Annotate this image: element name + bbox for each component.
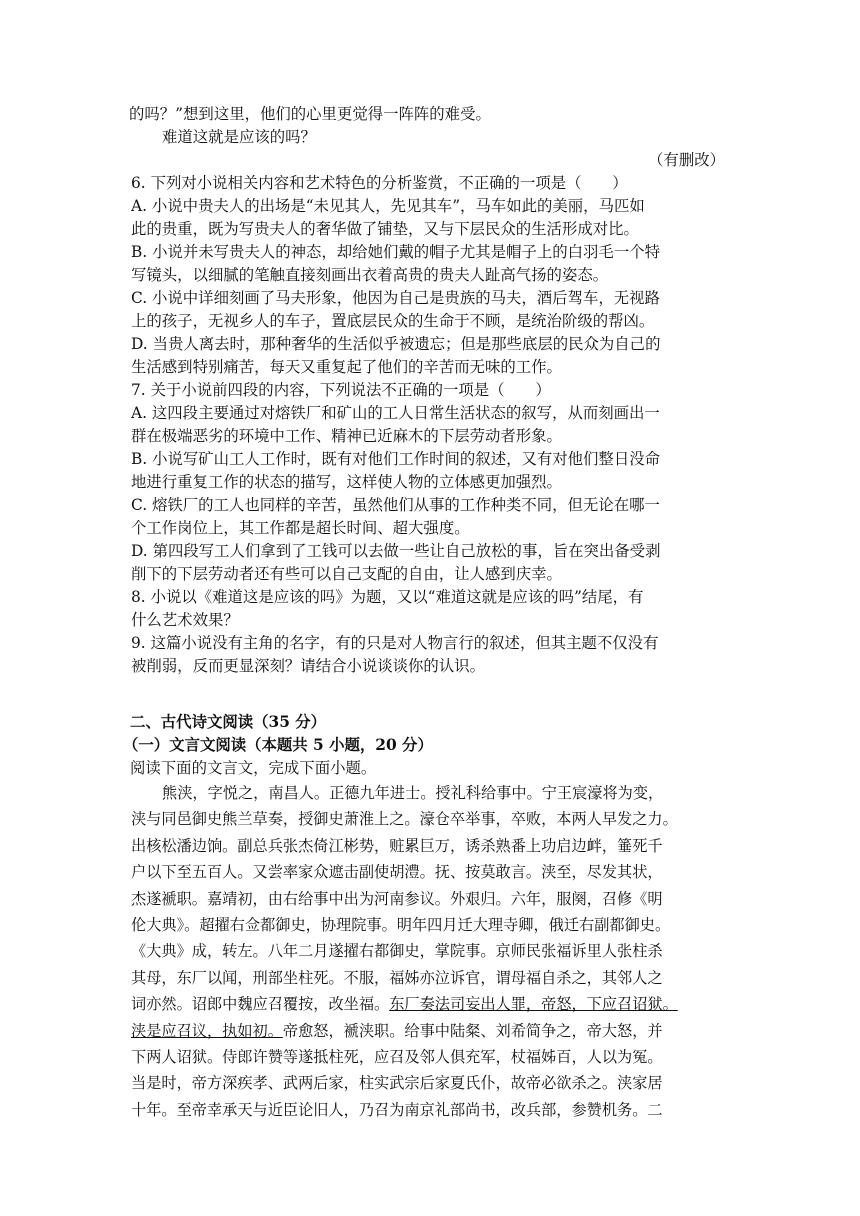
passage-line: 词亦然。诏郎中魏应召覆按，改坐福。东厂奏法司妄出人罪，帝怒，下应召诏狱。 — [131, 995, 678, 1014]
answer-option: D. 当贵人离去时，那种奢华的生活似乎被遗忘；但是那些底层的民众为自己的 — [131, 335, 661, 353]
answer-option: 生活感到特别痛苦，每天又重复起了他们的辛苦而无味的工作。 — [131, 358, 562, 376]
passage-line: 熊浃，字悦之，南昌人。正德九年进士。授礼科给事中。宁王宸濠将为变， — [162, 784, 664, 802]
story-ending — [131, 103, 729, 678]
source-note: （有删改） — [648, 151, 725, 169]
question-stem: 被削弱，反而更显深刻？请结合小说谈谈你的认识。 — [131, 657, 485, 675]
question-stem: 8. 小说以《难道这是应该的吗》为题，又以“难道这就是应该的吗”结尾，有 — [131, 588, 644, 606]
passage-line: 下两人诏狱。侍郎许赞等遂抵柱死，应召及邻人俱充军，杖福姊百，人以为冤。 — [131, 1047, 663, 1066]
answer-option: 此的贵重，既为写贵夫人的奢华做了铺垫，又与下层民众的生活形成对比。 — [131, 220, 639, 238]
question-stem: 9. 这篇小说没有主角的名字，有的只是对人物言行的叙述，但其主题不仅没有 — [131, 634, 659, 652]
answer-option: A. 小说中贵夫人的出场是“未见其人，先见其车”，马车如此的美丽，马匹如 — [131, 197, 645, 215]
passage-line: 伦大典》。超擢右佥都御史，协理院事。明年四月迁大理寺卿，俄迁右副都御史。 — [131, 915, 671, 934]
answer-option: D. 第四段写工人们拿到了工钱可以去做一些让自己放松的事，旨在突出备受剥 — [131, 542, 661, 560]
subsection-heading: （一）文言文阅读（本题共 5 小题，20 分） — [123, 736, 433, 754]
answer-option: B. 小说并未写贵夫人的神态，却给她们戴的帽子尤其是帽子上的白羽毛一个特 — [131, 243, 660, 261]
answer-option: 个工作岗位上，其工作都是超长时间、超大强度。 — [131, 519, 470, 537]
question-8 — [131, 586, 729, 632]
passage-line: 当是时，帝方深疾孝、武两后家，柱实武宗后家夏氏仆，故帝必欲杀之。浃家居 — [131, 1074, 663, 1093]
answer-option: 写镜头，以细腻的笔触直接刻画出衣着高贵的贵夫人趾高气扬的姿态。 — [131, 266, 609, 284]
question-stem: 7. 关于小说前四段的内容，下列说法不正确的一项是（ ） — [131, 381, 551, 399]
question-list — [131, 172, 729, 678]
question-9 — [131, 632, 729, 678]
question-7 — [131, 379, 729, 586]
underlined-sentence: 东厂奏法司妄出人罪，帝怒，下应召诏狱。 — [389, 995, 678, 1014]
passage-line: 出核松潘边饷。副总兵张杰倚江彬势，赃累巨万，诱杀熟番上功启边衅，箠死千 — [131, 836, 663, 855]
passage-line: 杰遂褫职。嘉靖初，由右给事中出为河南参议。外艰归。六年，服阕，召修《明 — [131, 889, 663, 908]
section-heading: 二、古代诗文阅读（35 分） — [130, 713, 327, 731]
passage-line: 十年。至帝幸承天与近臣论旧人，乃召为南京礼部尚书，改兵部，参赞机务。二 — [131, 1100, 663, 1119]
answer-option: C. 熔铁厂的工人也同样的辛苦，虽然他们从事的工作种类不同，但无论在哪一 — [131, 496, 660, 514]
question-stem: 什么艺术效果？ — [131, 611, 239, 629]
answer-option: B. 小说写矿山工人工作时，既有对他们工作时间的叙述，又有对他们整日没命 — [131, 450, 660, 468]
passage-line: 其母，东厂以闻，刑部坐柱死。不服，福姊亦泣诉官，谓母福自杀之，其邻人之 — [131, 968, 663, 987]
answer-option: C. 小说中详细刻画了马夫形象，他因为自己是贵族的马夫，酒后驾车，无视路 — [131, 289, 660, 307]
story-line: 难道这就是应该的吗？ — [162, 128, 316, 146]
classical-passage — [131, 780, 729, 1123]
answer-option: 群在极端恶劣的环境中工作、精神已近麻木的下层劳动者形象。 — [131, 427, 562, 445]
answer-option: 削下的下层劳动者还有些可以自己支配的自由，让人感到庆幸。 — [131, 565, 562, 583]
passage-line: 浃是应召议，执如初。帝愈怒，褫浃职。给事中陆粲、刘希简争之，帝大怒，并 — [131, 1021, 663, 1040]
passage-line: 《大典》成，转左。八年二月遂擢右都御史，掌院事。京师民张福诉里人张柱杀 — [131, 942, 663, 961]
answer-option: 上的孩子，无视乡人的车子，置底层民众的生命于不顾，是统治阶级的帮凶。 — [131, 312, 655, 330]
story-line: 的吗？”想到这里，他们的心里更觉得一阵阵的难受。 — [129, 105, 491, 123]
underlined-sentence: 浃是应召议，执如初。 — [131, 1021, 283, 1040]
answer-option: 地进行重复工作的状态的描写，这样使人物的立体感更加强烈。 — [131, 473, 562, 491]
section-classical — [123, 711, 729, 1123]
answer-option: A. 这四段主要通过对熔铁厂和矿山的工人日常生活状态的叙写，从而刻画出一 — [131, 404, 660, 422]
passage-line: 浃与同邑御史熊兰草奏，授御史萧淮上之。濠仓卒举事，卒败，本两人早发之力。 — [131, 810, 678, 829]
question-stem: 6. 下列对小说相关内容和艺术特色的分析鉴赏，不正确的一项是（ ） — [131, 174, 628, 192]
passage-line: 户以下至五百人。又尝率家众遮击副使胡澧。抚、按莫敢言。浃至，尽发其状， — [131, 863, 663, 882]
reading-instruction: 阅读下面的文言文，完成下面小题。 — [130, 759, 377, 777]
question-6 — [131, 172, 729, 379]
